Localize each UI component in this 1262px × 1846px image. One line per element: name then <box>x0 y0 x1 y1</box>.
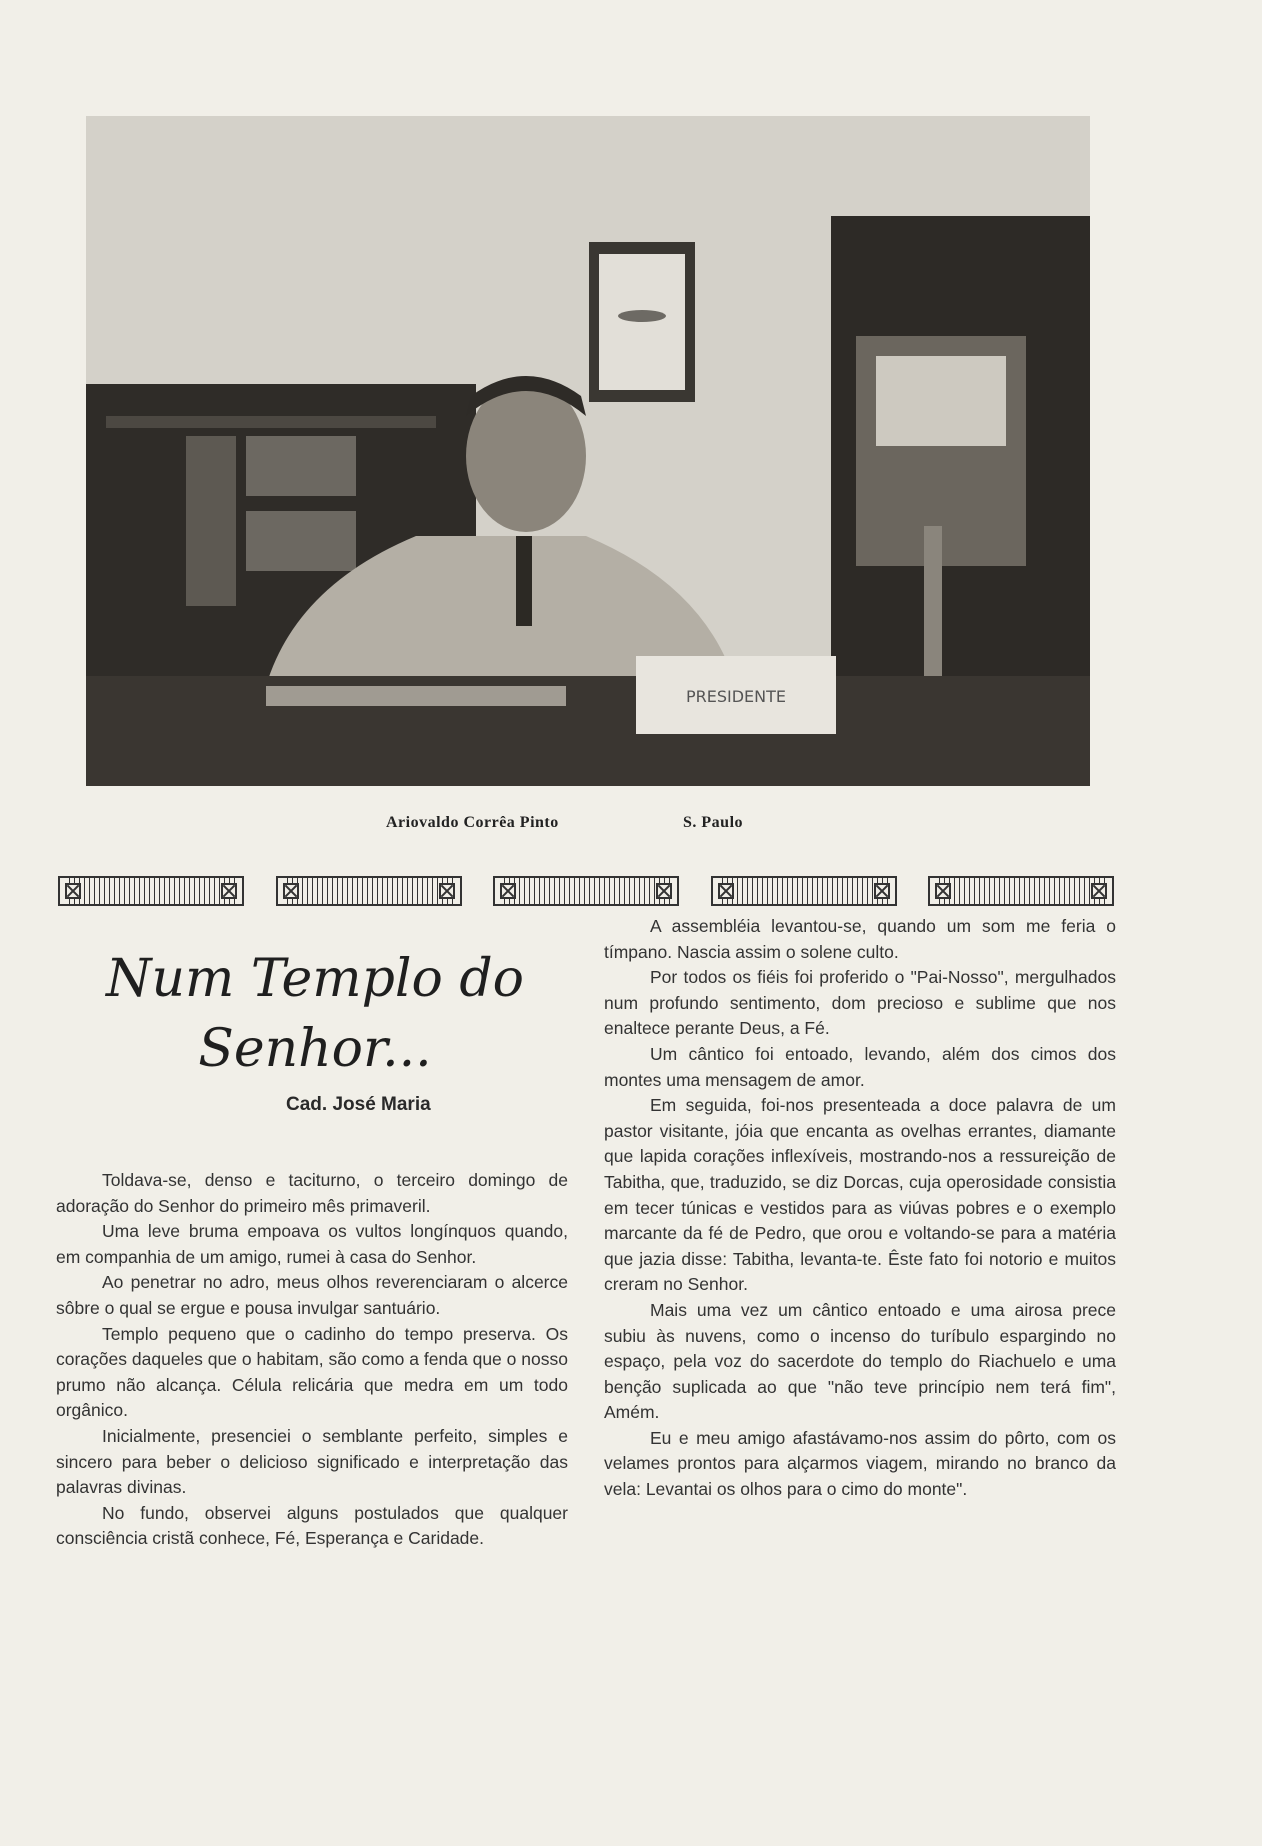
portrait-photo <box>86 116 1090 786</box>
ornament-border <box>276 876 462 906</box>
paragraph: Toldava-se, denso e taciturno, o terceiro domingo de adoração do Senhor do primeiro mês primaveril. <box>56 1170 568 1216</box>
paragraph: Uma leve bruma empoava os vultos longínquos quando, em companhia de um amigo, rumei à casa do Senhor. <box>56 1221 568 1267</box>
paragraph: Por todos os fiéis foi proferido o "Pai-Nosso", mergulhados num profundo sentimento, dom precioso e sublime que nos enaltece perante Deus, a Fé. <box>604 967 1116 1039</box>
paragraph: Em seguida, foi-nos presenteada a doce palavra de um pastor visitante, jóia que encanta as ovelhas errantes, diamante que lapida corações inflexíveis, mostrando-nos a ressureição de Tabitha, que, traduzido, se diz Dorcas, cuja operosidade consistia em tecer túnicas e vestidos para as viúvas pobres e o exemplo marcante da fé de Pedro, que orou e voltando-se para a matéria que jazia disse: Tabitha, levanta-te. Êste fato foi notorio e muitos creram no Senhor. <box>604 1095 1116 1295</box>
cross-icon <box>1091 883 1107 899</box>
portrait-photo-drawing <box>86 116 1090 786</box>
paragraph: No fundo, observei alguns postulados que qualquer consciência cristã conhece, Fé, Esperança e Caridade. <box>56 1502 568 1549</box>
cross-icon <box>718 883 734 899</box>
cross-icon <box>935 883 951 899</box>
article-title-line-2: Senhor... <box>198 1019 432 1079</box>
ornament-border <box>58 876 244 906</box>
article-author: Cad. José Maria <box>286 1094 431 1115</box>
cross-icon <box>874 883 890 899</box>
caption-place: S. Paulo <box>683 814 744 831</box>
paragraph: Um cântico foi entoado, levando, além dos cimos dos montes uma mensagem de amor. <box>604 1043 1116 1090</box>
cross-icon <box>221 883 237 899</box>
article-title-line-1: Num Templo do <box>106 949 524 1009</box>
paragraph: A assembléia levantou-se, quando um som me feria o tímpano. Nascia assim o solene culto. <box>604 916 1116 962</box>
paragraph: Eu e meu amigo afastávamo-nos assim do pôrto, com os velames prontos para alçarmos viagem, mirando no branco da vela: Levantai os olhos para o cimo do monte". <box>604 1427 1116 1500</box>
cross-icon <box>283 883 299 899</box>
article-title <box>60 944 570 1084</box>
photo-caption <box>0 814 1262 838</box>
ornament-border <box>711 876 897 906</box>
cross-icon <box>500 883 516 899</box>
cross-icon <box>439 883 455 899</box>
cross-icon <box>65 883 81 899</box>
ornament-border <box>493 876 679 906</box>
paragraph: Ao penetrar no adro, meus olhos reverenciaram o alcerce sôbre o qual se ergue e pousa invulgar santuário. <box>56 1272 568 1318</box>
paragraph: Mais uma vez um cântico entoado e uma airosa prece subiu às nuvens, como o incenso do turíbulo espargindo no espaço, pela voz do sacerdote do templo do Riachuelo e uma benção suplicada ao que "não teve princípio nem terá fim", Amém. <box>604 1299 1116 1423</box>
ornament-border <box>928 876 1114 906</box>
paragraph: Inicialmente, presenciei o semblante perfeito, simples e sincero para beber o delicioso significado e interpretação das palavras divinas. <box>56 1425 568 1498</box>
cross-icon <box>656 883 672 899</box>
caption-name: Ariovaldo Corrêa Pinto <box>386 814 559 831</box>
desk-sign: PRESIDENTE <box>685 687 787 706</box>
paragraph: Templo pequeno que o cadinho do tempo preserva. Os corações daqueles que o habitam, são como a fenda que o nosso prumo não alcança. Célula relicária que medra em um todo orgânico. <box>56 1323 568 1421</box>
ornament-row <box>58 876 1114 910</box>
article-column-right <box>604 914 1116 1503</box>
article-column-left <box>56 1168 568 1552</box>
